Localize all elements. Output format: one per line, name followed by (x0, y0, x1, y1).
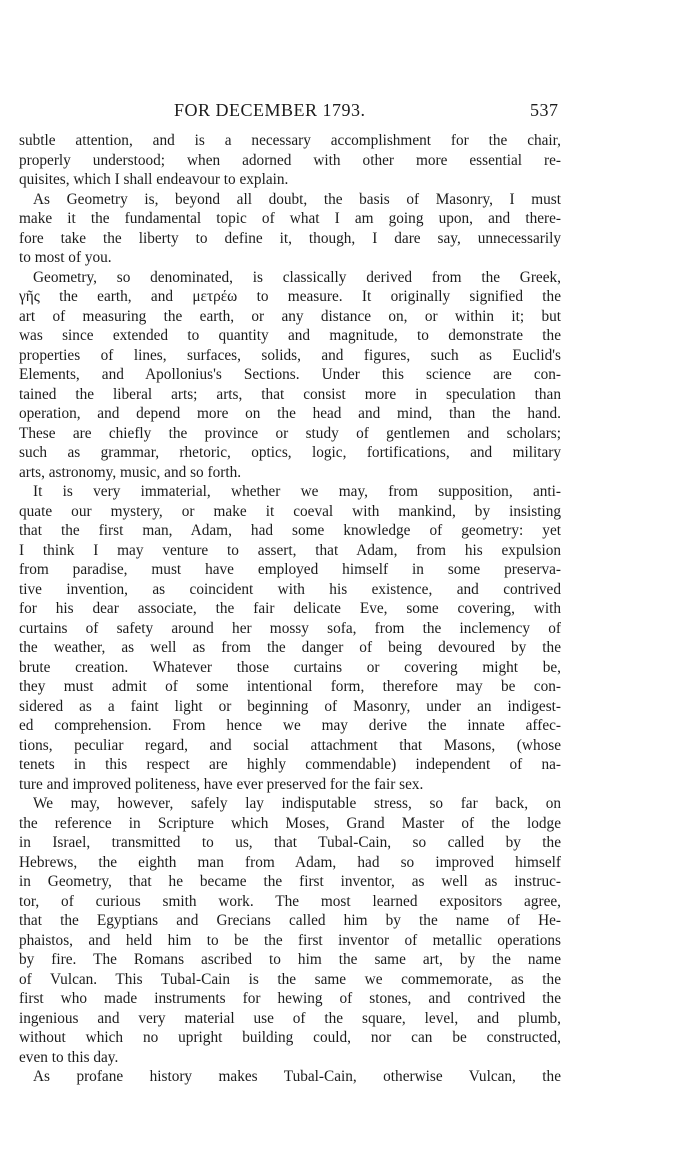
text-line: As Geometry is, beyond all doubt, the basis of Masonry, I must (33, 190, 561, 208)
text-line: properties of lines, surfaces, solids, and figures, such as Euclid's (19, 346, 561, 364)
text-line: in Israel, transmitted to us, that Tubal-Cain, so called by the (19, 834, 561, 851)
running-head (0, 100, 677, 124)
text-line: ture and improved politeness, have ever preserved for the fair sex. (19, 775, 424, 793)
text-line: that the first man, Adam, had some knowledge of geometry: yet (19, 522, 561, 539)
text-line: the weather, as well as from the danger of being devoured by the (19, 639, 561, 656)
text-line: for his dear associate, the fair delicate Eve, some covering, with (19, 600, 561, 617)
text-line: such as grammar, rhetoric, optics, logic, fortifications, and military (19, 444, 561, 461)
text-line: tions, peculiar regard, and social attachment that Masons, (whose (19, 736, 561, 754)
text-line: phaistos, and held him to be the first inventor of metallic operations (19, 931, 561, 949)
text-line: subtle attention, and is a necessary accomplishment for the chair, (19, 132, 561, 149)
text-line: arts, astronomy, music, and so forth. (19, 463, 242, 481)
text-line: in Geometry, that he became the first inventor, as well as instruc- (19, 873, 561, 890)
running-title: FOR DECEMBER 1793. (174, 100, 366, 120)
text-line: tor, of curious smith work. The most learned expositors agree, (19, 892, 561, 910)
text-line: they must admit of some intentional form, therefore may be con- (19, 678, 561, 695)
text-line: It is very immaterial, whether we may, from supposition, anti- (33, 483, 561, 500)
text-line: We may, however, safely lay indisputable stress, so far back, on (33, 795, 561, 812)
text-line: tenets in this respect are highly commendable) independent of na- (19, 756, 561, 773)
text-line: quisites, which I shall endeavour to explain. (19, 171, 289, 188)
text-line: curtains of safety around her mossy sofa, from the inclemency of (19, 619, 561, 637)
text-line: tained the liberal arts; arts, that consist more in speculation than (19, 385, 561, 403)
text-line: by fire. The Romans ascribed to him the same art, by the name (19, 951, 561, 968)
text-line: art of measuring the earth, or any distance on, or within it; but (19, 307, 561, 325)
text-line: brute creation. Whatever those curtains or covering might be, (19, 658, 561, 676)
text-line: of Vulcan. This Tubal-Cain is the same we commemorate, as the (19, 970, 561, 988)
text-line: properly understood; when adorned with other more essential re- (19, 151, 561, 169)
text-line: I think I may venture to assert, that Adam, from his expulsion (19, 541, 561, 559)
text-line: Hebrews, the eighth man from Adam, had so improved himself (19, 853, 561, 871)
text-line: first who made instruments for hewing of stones, and contrived the (19, 990, 561, 1007)
text-line: Geometry, so denominated, is classically derived from the Greek, (33, 268, 561, 286)
text-line: even to this day. (19, 1048, 119, 1066)
text-line: tive invention, as coincident with his existence, and contrived (19, 580, 561, 598)
text-line: Elements, and Apollonius's Sections. Under this science are con- (19, 366, 561, 383)
text-line: ingenious and very material use of the square, level, and plumb, (19, 1009, 561, 1027)
text-line: These are chiefly the province or study of gentlemen and scholars; (19, 424, 561, 442)
text-line: the reference in Scripture which Moses, Grand Master of the lodge (19, 814, 561, 832)
text-line: γῆς the earth, and μετρέω to measure. It originally signified the (19, 288, 561, 305)
text-line: from paradise, must have employed himself in some preserva- (19, 561, 561, 578)
text-line: sidered as a faint light or beginning of Masonry, under an indigest- (19, 697, 561, 715)
text-line: ed comprehension. From hence we may derive the innate affec- (19, 717, 561, 734)
text-line: to most of you. (19, 249, 112, 266)
text-line: fore take the liberty to define it, though, I dare say, unnecessarily (19, 229, 561, 247)
text-line: As profane history makes Tubal-Cain, otherwise Vulcan, the (33, 1068, 561, 1085)
body-text (19, 131, 561, 1087)
page-number: 537 (530, 100, 559, 120)
text-line: was since extended to quantity and magnitude, to demonstrate the (19, 327, 561, 344)
text-line: that the Egyptians and Grecians called him by the name of He- (19, 912, 561, 929)
text-line: make it the fundamental topic of what I am going upon, and there- (19, 210, 561, 227)
text-line: operation, and depend more on the head and mind, than the hand. (19, 405, 561, 422)
text-line: without which no upright building could, nor can be constructed, (19, 1029, 561, 1046)
text-line: quate our mystery, or make it coeval with mankind, by insisting (19, 502, 561, 520)
